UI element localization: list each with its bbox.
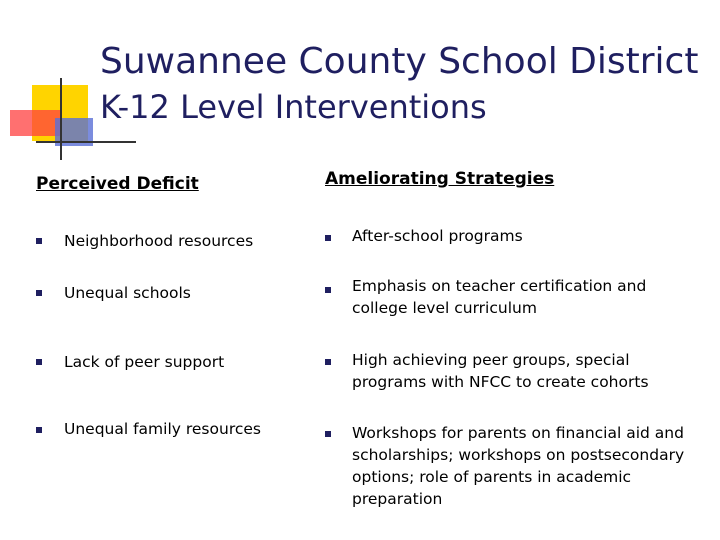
deficit-item	[64, 418, 261, 440]
strategy-item	[352, 275, 672, 319]
slide-subtitle: K-12 Level Interventions	[100, 88, 487, 126]
perceived-deficit-heading: Perceived Deficit	[36, 174, 199, 194]
strategy-item	[352, 225, 692, 247]
decorative-red-bar	[10, 110, 60, 136]
strategy-item	[352, 349, 682, 393]
bullet-icon	[36, 427, 42, 433]
bullet-icon	[325, 431, 331, 437]
bullet-icon	[36, 359, 42, 365]
deficit-item	[64, 282, 191, 304]
bullet-icon	[36, 238, 42, 244]
deficit-label: Neighborhood resources	[64, 232, 254, 250]
bullet-icon	[36, 290, 42, 296]
strategy-label: After-school programs	[352, 227, 523, 245]
bullet-icon	[325, 287, 331, 293]
strategy-label: High achieving peer groups, special programs with NFCC to create cohorts	[352, 351, 649, 391]
deficit-label: Unequal family resources	[64, 420, 261, 438]
decorative-horizontal-line	[36, 141, 136, 143]
decorative-vertical-line	[60, 78, 62, 160]
strategy-item	[352, 422, 702, 510]
deficit-item	[64, 351, 224, 373]
deficit-item	[64, 230, 253, 252]
slide-title: Suwannee County School District	[100, 41, 699, 82]
deficit-label: Lack of peer support	[64, 353, 225, 371]
strategy-label: Emphasis on teacher certification and college level curriculum	[352, 277, 647, 317]
ameliorating-strategies-heading: Ameliorating Strategies	[325, 169, 555, 189]
bullet-icon	[325, 359, 331, 365]
bullet-icon	[325, 235, 331, 241]
deficit-label: Unequal schools	[64, 284, 191, 302]
strategy-label: Workshops for parents on financial aid and scholarships; workshops on postsecondary options; role of parents in academic preparation	[352, 424, 685, 508]
